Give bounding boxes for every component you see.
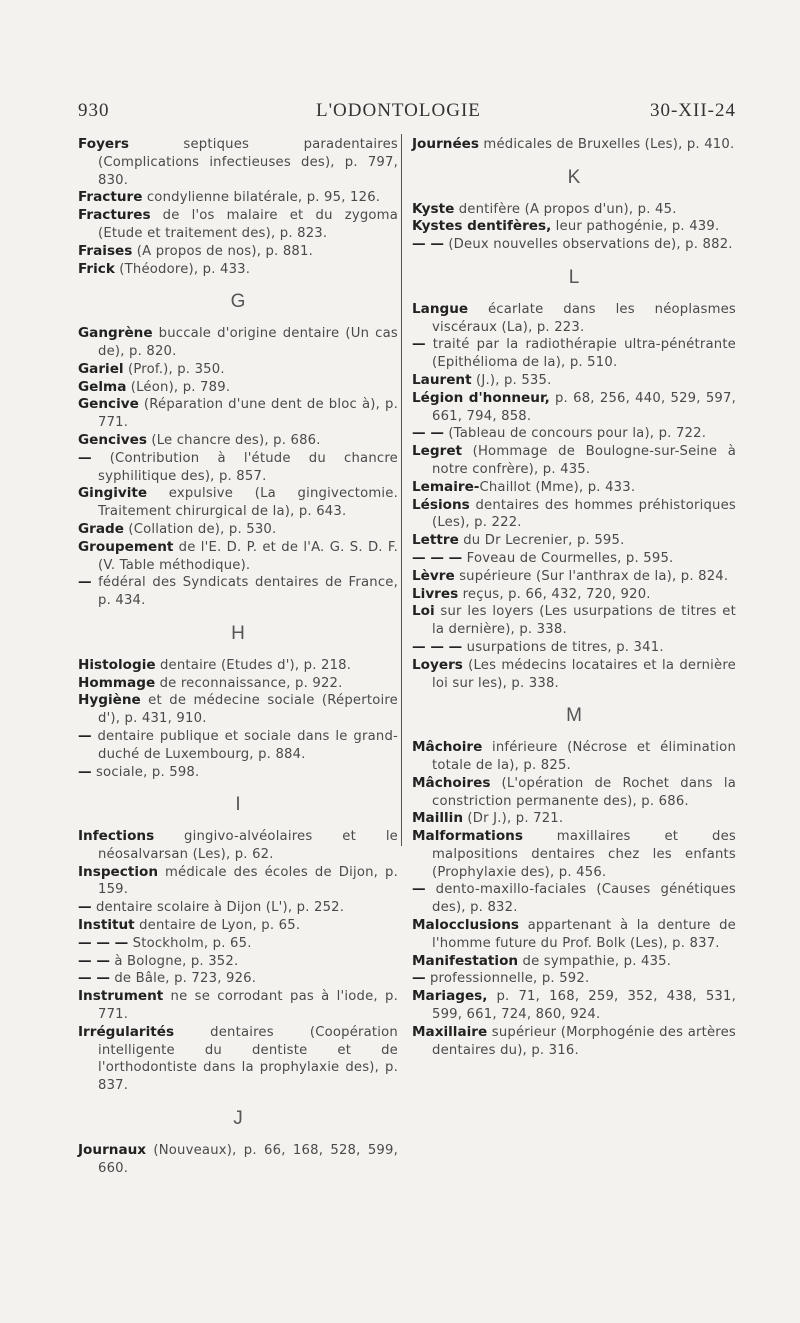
index-entry bbox=[412, 881, 736, 917]
index-entry bbox=[412, 603, 736, 639]
index-entry bbox=[78, 261, 398, 279]
entry-headword: Manifestation bbox=[412, 952, 519, 969]
entry-text: dentaires (Coopération intelligente du dentiste et de l'orthodontiste dans la prophylaxie des), p. 837. bbox=[98, 1024, 398, 1094]
entry-text: appartenant à la denture de l'homme future du Prof. Bolk (Les), p. 837. bbox=[432, 918, 736, 951]
entry-text: dentaire scolaire à Dijon (L'), p. 252. bbox=[91, 900, 345, 916]
entry-headword: Gangrène bbox=[78, 325, 153, 342]
section-letter: M bbox=[566, 705, 582, 727]
entry-headword: Journaux bbox=[78, 1141, 147, 1158]
index-entry bbox=[412, 236, 736, 254]
entry-text: traité par la radiothérapie ultra-pénétrante (Epithélioma de la), p. 510. bbox=[425, 337, 736, 371]
entry-headword: — bbox=[412, 336, 426, 353]
entry-text: (Réparation d'une dent de bloc à), p. 771. bbox=[98, 397, 398, 431]
entry-text: gingivo-alvéolaires et le néosalvarsan (Les), p. 62. bbox=[98, 829, 398, 862]
index-entry bbox=[78, 432, 398, 450]
index-entry bbox=[412, 970, 736, 988]
entry-text: de sympathie, p. 435. bbox=[518, 953, 672, 969]
entry-text: (L'opération de Rochet dans la constriction permanente des), p. 686. bbox=[432, 775, 736, 809]
entry-headword: Gariel bbox=[78, 360, 124, 377]
entry-text: (Le chancre des), p. 686. bbox=[146, 432, 321, 448]
entry-headword: Gencives bbox=[78, 431, 147, 448]
index-entry bbox=[78, 325, 398, 361]
entry-text: (Léon), p. 789. bbox=[126, 379, 231, 395]
entry-text: expulsive (La gingivectomie. Traitement chirurgical de la), p. 643. bbox=[98, 486, 398, 520]
entry-text: dentaire (Etudes d'), p. 218. bbox=[155, 657, 352, 673]
section-letter: G bbox=[230, 291, 246, 313]
entry-text: sur les loyers (Les usurpations de titres et la dernière), p. 338. bbox=[432, 604, 736, 638]
entry-text: dentaires des hommes préhistoriques (Les), p. 222. bbox=[432, 497, 736, 531]
entry-text: de Bâle, p. 723, 926. bbox=[109, 971, 257, 987]
index-entry bbox=[412, 425, 736, 443]
entry-text: de reconnaissance, p. 922. bbox=[155, 675, 343, 691]
entry-headword: Fracture bbox=[78, 189, 143, 206]
index-entry bbox=[412, 657, 736, 693]
index-entry bbox=[78, 379, 398, 397]
index-entry bbox=[412, 218, 736, 236]
index-entry bbox=[412, 550, 736, 568]
entry-headword: Legret bbox=[412, 443, 463, 460]
index-entry bbox=[78, 485, 398, 521]
entry-headword: — — — bbox=[78, 934, 129, 951]
index-column-left bbox=[78, 136, 398, 1177]
entry-headword: Journées bbox=[412, 136, 479, 152]
entry-headword: Histologie bbox=[78, 656, 156, 673]
entry-text: (J.), p. 535. bbox=[471, 372, 552, 388]
entry-text: Foveau de Courmelles, p. 595. bbox=[462, 550, 674, 566]
entry-text: dentaire publique et sociale dans le grand-duché de Luxembourg, p. 884. bbox=[91, 728, 398, 762]
index-entry bbox=[412, 586, 736, 604]
index-entry bbox=[412, 479, 736, 497]
index-entry bbox=[412, 810, 736, 828]
entry-text: à Bologne, p. 352. bbox=[109, 953, 239, 969]
entry-text: leur pathogénie, p. 439. bbox=[551, 219, 720, 235]
index-entry bbox=[412, 1024, 736, 1060]
entry-headword: Groupement bbox=[78, 538, 174, 555]
entry-headword: Frick bbox=[78, 260, 115, 277]
index-entry bbox=[78, 970, 398, 988]
entry-text: p. 68, 256, 440, 529, 597, 661, 794, 858. bbox=[432, 390, 736, 424]
entry-headword: Malocclusions bbox=[412, 917, 520, 934]
index-entry bbox=[78, 675, 398, 693]
index-entry bbox=[78, 574, 398, 610]
entry-text: supérieur (Morphogénie des artères dentaires du), p. 316. bbox=[432, 1024, 736, 1058]
entry-headword: Maillin bbox=[412, 810, 464, 827]
index-entry bbox=[78, 728, 398, 764]
index-column-right bbox=[412, 136, 736, 1059]
entry-headword: Loyers bbox=[412, 656, 463, 673]
entry-text: sociale, p. 598. bbox=[91, 764, 200, 780]
index-entry bbox=[78, 917, 398, 935]
index-entry bbox=[78, 692, 398, 728]
entry-text: dentifère (A propos d'un), p. 45. bbox=[454, 201, 677, 217]
entry-headword: Livres bbox=[412, 585, 459, 602]
index-entry bbox=[78, 207, 398, 243]
entry-headword: Hygiène bbox=[78, 692, 141, 709]
page-number: 930 bbox=[78, 100, 110, 121]
entry-headword: Laurent bbox=[412, 371, 472, 388]
index-entry bbox=[412, 390, 736, 426]
index-entry bbox=[412, 336, 736, 372]
entry-headword: Kyste bbox=[412, 200, 455, 217]
index-entry bbox=[412, 443, 736, 479]
entry-headword: Mariages, bbox=[412, 988, 488, 1005]
entry-headword: Gelma bbox=[78, 378, 127, 395]
section-letter: J bbox=[233, 1108, 243, 1130]
index-entry bbox=[78, 1024, 398, 1095]
index-entry bbox=[78, 864, 398, 900]
index-entry bbox=[412, 372, 736, 390]
entry-headword: Institut bbox=[78, 917, 135, 934]
entry-headword: Mâchoire bbox=[412, 739, 483, 756]
entry-headword: Kystes dentifères, bbox=[412, 218, 552, 235]
entry-headword: — — bbox=[412, 236, 444, 253]
index-entry bbox=[412, 497, 736, 533]
index-entry bbox=[412, 953, 736, 971]
index-entry bbox=[412, 917, 736, 953]
index-entry bbox=[412, 828, 736, 881]
entry-text: ne se corrodant pas à l'iode, p. 771. bbox=[98, 989, 398, 1023]
entry-headword: — bbox=[78, 763, 92, 780]
entry-headword: Lésions bbox=[412, 496, 470, 513]
section-letter: H bbox=[231, 622, 245, 644]
section-letter: L bbox=[568, 266, 580, 288]
entry-headword: — bbox=[78, 449, 92, 466]
index-entry bbox=[78, 764, 398, 782]
entry-text: inférieure (Nécrose et élimination totale de la), p. 825. bbox=[432, 740, 736, 773]
entry-text: septiques paradentaires (Complications infectieuses des), p. 797, 830. bbox=[98, 137, 398, 188]
entry-text: (Théodore), p. 433. bbox=[114, 261, 251, 277]
issue-date: 30-XII-24 bbox=[649, 100, 736, 121]
entry-headword: Légion d'honneur, bbox=[412, 389, 550, 406]
entry-headword: — bbox=[412, 970, 426, 987]
entry-headword: Mâchoires bbox=[412, 774, 491, 791]
entry-text: dento-maxillo-faciales (Causes génétiques des), p. 832. bbox=[425, 882, 736, 916]
entry-headword: Hommage bbox=[78, 674, 156, 691]
index-entry bbox=[78, 657, 398, 675]
index-entry bbox=[78, 450, 398, 486]
entry-headword: Irrégularités bbox=[78, 1023, 175, 1040]
entry-text: (Contribution à l'étude du chancre syphilitique des), p. 857. bbox=[91, 450, 398, 484]
entry-text: (Nouveaux), p. 66, 168, 528, 599, 660. bbox=[98, 1142, 398, 1176]
index-entry bbox=[78, 828, 398, 864]
entry-text: (Prof.), p. 350. bbox=[123, 361, 225, 377]
index-entry bbox=[78, 189, 398, 207]
index-entry bbox=[78, 521, 398, 539]
entry-headword: — bbox=[412, 881, 426, 898]
index-entry bbox=[412, 568, 736, 586]
entry-headword: — — — bbox=[412, 638, 463, 655]
entry-headword: Langue bbox=[412, 300, 469, 317]
index-entry bbox=[412, 739, 736, 775]
entry-text: (Collation de), p. 530. bbox=[124, 521, 277, 537]
section-letter: K bbox=[567, 166, 581, 188]
index-entry bbox=[78, 899, 398, 917]
entry-text: médicales de Bruxelles (Les), p. 410. bbox=[479, 137, 735, 152]
entry-text: (Les médecins locataires et la dernière loi sur les), p. 338. bbox=[432, 657, 736, 691]
entry-headword: Fractures bbox=[78, 207, 151, 224]
index-entry bbox=[412, 532, 736, 550]
entry-headword: — bbox=[78, 574, 92, 591]
entry-text: (Tableau de concours pour la), p. 722. bbox=[443, 426, 707, 442]
index-entry bbox=[412, 301, 736, 337]
entry-headword: — — bbox=[78, 952, 110, 969]
index-entry bbox=[412, 201, 736, 219]
entry-text: supérieure (Sur l'anthrax de la), p. 824. bbox=[454, 568, 729, 584]
index-entry bbox=[78, 988, 398, 1024]
entry-headword: Inspection bbox=[78, 863, 159, 880]
index-entry bbox=[78, 953, 398, 971]
entry-text: dentaire de Lyon, p. 65. bbox=[134, 918, 301, 934]
entry-text: maxillaires et des malpositions dentaires chez les enfants (Prophylaxie des), p. 456. bbox=[432, 829, 736, 880]
entry-headword: Lèvre bbox=[412, 567, 455, 584]
entry-text: p. 71, 168, 259, 352, 438, 531, 599, 661, 724, 860, 924. bbox=[432, 989, 736, 1023]
entry-text: Stockholm, p. 65. bbox=[128, 935, 252, 951]
index-entry bbox=[412, 988, 736, 1024]
entry-text: (Deux nouvelles observations de), p. 882. bbox=[443, 237, 733, 253]
index-entry bbox=[78, 396, 398, 432]
entry-headword: Gencive bbox=[78, 396, 139, 413]
entry-text: professionnelle, p. 592. bbox=[425, 971, 590, 987]
entry-headword: Lemaire- bbox=[412, 478, 480, 495]
entry-headword: Lettre bbox=[412, 532, 459, 549]
entry-text: (A propos de nos), p. 881. bbox=[132, 243, 314, 259]
entry-text: médicale des écoles de Dijon, p. 159. bbox=[98, 864, 398, 898]
entry-text: de l'os malaire et du zygoma (Etude et traitement des), p. 823. bbox=[98, 208, 398, 241]
entry-headword: Gingivite bbox=[78, 485, 148, 502]
entry-headword: Maxillaire bbox=[412, 1023, 488, 1040]
entry-headword: Fraises bbox=[78, 242, 133, 259]
index-entry bbox=[78, 136, 398, 189]
index-entry bbox=[78, 935, 398, 953]
entry-text: (Hommage de Boulogne-sur-Seine à notre confrère), p. 435. bbox=[432, 444, 736, 477]
entry-text: fédéral des Syndicats dentaires de France, p. 434. bbox=[91, 575, 398, 609]
index-entry bbox=[78, 539, 398, 575]
section-letter: I bbox=[235, 794, 241, 816]
index-entry bbox=[412, 136, 736, 154]
entry-headword: Instrument bbox=[78, 988, 164, 1005]
entry-text: reçus, p. 66, 432, 720, 920. bbox=[458, 586, 651, 602]
entry-headword: — — bbox=[412, 425, 444, 442]
entry-text: condylienne bilatérale, p. 95, 126. bbox=[142, 190, 381, 206]
entry-headword: — — bbox=[78, 970, 110, 987]
entry-headword: Malformations bbox=[412, 828, 523, 845]
entry-headword: Foyers bbox=[78, 136, 129, 152]
entry-text: du Dr Lecrenier, p. 595. bbox=[458, 533, 625, 549]
entry-text: de l'E. D. P. et de l'A. G. S. D. F. (V. Table méthodique). bbox=[98, 539, 398, 573]
index-entry bbox=[78, 361, 398, 379]
index-entry bbox=[412, 775, 736, 811]
entry-headword: Grade bbox=[78, 520, 124, 537]
column-divider bbox=[401, 134, 402, 846]
entry-headword: Loi bbox=[412, 603, 435, 620]
entry-headword: — bbox=[78, 899, 92, 916]
entry-text: écarlate dans les néoplasmes viscéraux (La), p. 223. bbox=[432, 301, 736, 335]
entry-text: Chaillot (Mme), p. 433. bbox=[479, 479, 636, 495]
entry-text: usurpations de titres, p. 341. bbox=[462, 639, 664, 655]
entry-text: buccale d'origine dentaire (Un cas de), p. 820. bbox=[98, 326, 398, 359]
entry-headword: — bbox=[78, 727, 92, 744]
journal-title: L'ODONTOLOGIE bbox=[316, 100, 481, 121]
entry-headword: Infections bbox=[78, 828, 155, 845]
page-header bbox=[78, 100, 736, 130]
index-entry bbox=[78, 243, 398, 261]
index-entry bbox=[412, 639, 736, 657]
entry-text: et de médecine sociale (Répertoire d'), p. 431, 910. bbox=[98, 693, 398, 727]
index-entry bbox=[78, 1142, 398, 1178]
entry-headword: — — — bbox=[412, 549, 463, 566]
entry-text: (Dr J.), p. 721. bbox=[463, 811, 564, 827]
